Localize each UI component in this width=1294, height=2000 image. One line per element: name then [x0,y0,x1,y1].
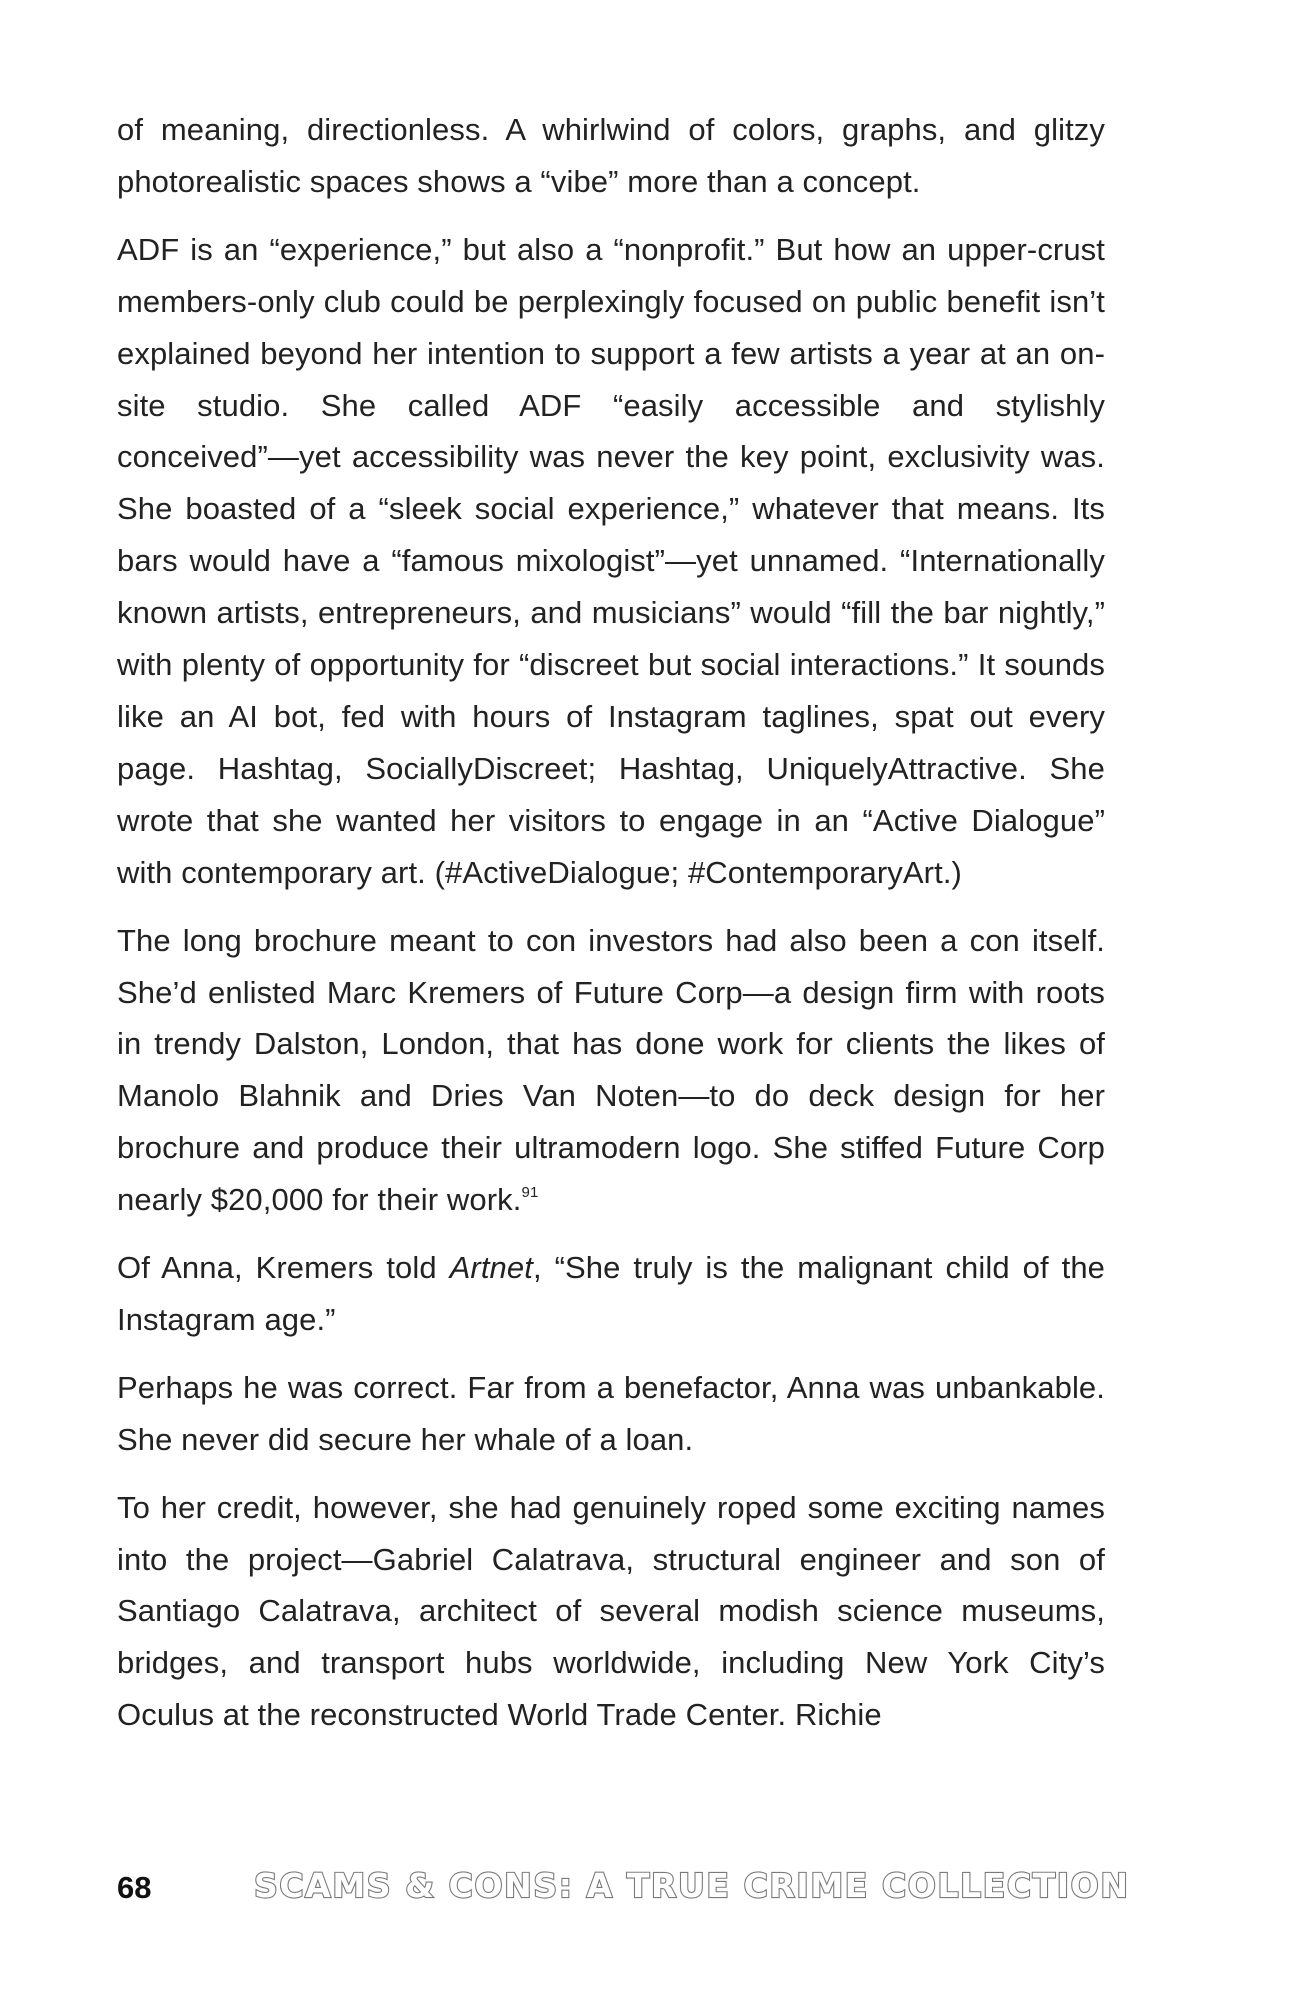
paragraph-4-lead: Of Anna, Kremers told [117,1250,450,1286]
paragraph-3 [117,915,1105,1226]
paragraph-2: ADF is an “experience,” but also a “nonprofit.” But how an upper-crust members-only club could be perplexingly focused on public benefit isn’t explained beyond her intention to support a few artists a year at an on-site studio. She called ADF “easily accessible and stylishly conceived”—yet accessibility was never the key point, exclusivity was. She boasted of a “sleek social experience,” whatever that means. Its bars would have a “famous mixologist”—yet unnamed. “Internationally known artists, entrepreneurs, and musicians” would “fill the bar nightly,” with plenty of opportunity for “discreet but social interactions.” It sounds like an AI bot, fed with hours of Instagram taglines, spat out every page. Hashtag, SociallyDiscreet; Hashtag, UniquelyAttractive. She wrote that she wanted her visitors to engage in an “Active Dialogue” with contemporary art. (#ActiveDialogue; #ContemporaryArt.) [117,231,1105,890]
paragraph-4-quote: , “She truly is the malignant child of the Instagram age.” [117,1250,1105,1337]
page-footer [117,1866,1130,1914]
publication-title: Artnet [449,1250,533,1286]
paragraph-4 [117,1242,1105,1346]
paragraph-3-text: The long brochure meant to con investors had also been a con itself. She’d enlisted Marc Kremers of Future Corp—a design firm with roots in trendy Dalston, London, that has done work for clients the likes of Manolo Blahnik and Dries Van Noten—to do deck design for her brochure and produce their ultramodern logo. She stiffed Future Corp nearly $20,000 for their work. [117,922,1105,1218]
footnote-marker: 91 [521,1183,539,1201]
page-number: 68 [117,1870,152,1905]
running-title: SCAMS & CONS: A TRUE CRIME COLLECTION [254,1866,1130,1905]
paragraph-6: To her credit, however, she had genuinely roped some exciting names into the project—Gabriel Calatrava, structural engineer and son of Santiago Calatrava, architect of several modish science museums, bridges, and transport hubs worldwide, including New York City’s Oculus at the reconstructed World Trade Center. Richie [117,1489,1105,1733]
paragraph-5: Perhaps he was correct. Far from a benefactor, Anna was unbankable. She never did secure her whale of a loan. [117,1369,1105,1457]
page-body [117,104,1105,1757]
paragraph-1: of meaning, directionless. A whirlwind of colors, graphs, and glitzy photorealistic spaces shows a “vibe” more than a concept. [117,112,1105,199]
